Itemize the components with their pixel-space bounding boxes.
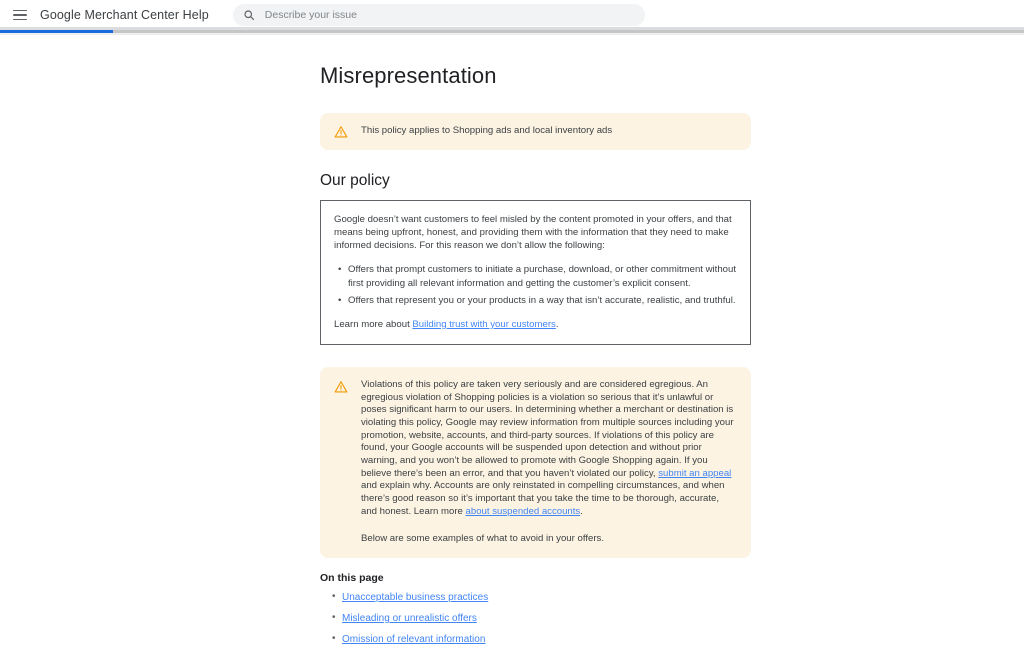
list-item: • Offers that prompt customers to initiate a purchase, download, or other commitment without first providing all relevant information and getting the customer’s explicit consent.: [348, 263, 737, 289]
learn-more-prefix: Learn more about: [334, 318, 413, 330]
hamburger-menu-icon[interactable]: [8, 3, 32, 27]
on-this-page-section: [320, 572, 751, 645]
on-this-page-heading: On this page: [320, 571, 384, 584]
list-item: [342, 635, 751, 645]
hamburger-line: [13, 14, 27, 16]
violation-part-2: and explain why. Accounts are only reinstated in compelling circumstances, and when there’s good reason so it’s important that you take the time to be thorough, accurate, and honest. Learn more: [361, 480, 725, 517]
progress-bar-fill: [0, 30, 113, 33]
list-item: [342, 614, 751, 624]
violation-paragraph: [361, 379, 737, 518]
suspended-accounts-link[interactable]: about suspended accounts: [465, 505, 581, 517]
warning-triangle-icon: [334, 125, 348, 139]
search-input[interactable]: [265, 9, 635, 21]
hamburger-line: [13, 19, 27, 21]
building-trust-link[interactable]: Building trust with your customers: [412, 318, 556, 330]
submit-appeal-link[interactable]: submit an appeal: [658, 467, 732, 479]
page-title: Misrepresentation: [320, 63, 497, 88]
on-this-page-link[interactable]: Unacceptable business practices: [342, 591, 489, 603]
violation-part-3: .: [580, 505, 583, 517]
violation-part-1: Violations of this policy are taken very seriously and are considered egregious. An egregious violation of Shopping policies is a violation so serious that it’s unlawful or poses significant harm to our users. In determining whether a merchant or destination is violating this policy, Google may review information from multiple sources including your promotion, website, accounts, and third-party sources. If violations of this policy are found, your Google accounts will be suspended upon detection and without prior warning, and you won’t be allowed to promote with Google Shopping again. If you believe there’s been an error, and that you haven’t violated our policy,: [361, 378, 734, 479]
policy-applies-text: This policy applies to Shopping ads and local inventory ads: [361, 125, 613, 137]
list-item: [342, 593, 751, 603]
hamburger-line: [13, 10, 27, 12]
our-policy-intro: Google doesn’t want customers to feel misled by the content promoted in your offers, and that means being upfront, honest, and providing them with the information that they need to make informed decisions. For this reason we don’t allow the following:: [334, 214, 732, 252]
violation-examples-note: Below are some examples of what to avoid in your offers.: [361, 533, 604, 545]
warning-triangle-icon: [334, 380, 348, 394]
on-this-page-link[interactable]: Omission of relevant information: [342, 633, 486, 645]
our-policy-box: [320, 200, 751, 345]
on-this-page-list: [320, 593, 751, 645]
egregious-violation-callout: [320, 367, 751, 558]
learn-more-suffix: .: [555, 318, 559, 330]
policy-applies-banner: [320, 113, 751, 150]
search-icon: [243, 9, 255, 21]
our-policy-bullet-list: [334, 263, 737, 306]
our-policy-learn-more: [334, 318, 737, 331]
article-content: [320, 63, 751, 656]
page-load-progress-bar: [0, 30, 1024, 33]
egregious-violation-text: [361, 379, 737, 546]
product-title: Google Merchant Center Help: [40, 8, 209, 22]
on-this-page-link[interactable]: Misleading or unrealistic offers: [342, 612, 477, 624]
our-policy-heading: Our policy: [320, 172, 390, 189]
search-box[interactable]: [233, 4, 645, 26]
list-item: • Offers that represent you or your products in a way that isn’t accurate, realistic, and truthful.: [348, 294, 737, 307]
app-header: [0, 0, 1024, 30]
page-body: [0, 35, 1024, 645]
